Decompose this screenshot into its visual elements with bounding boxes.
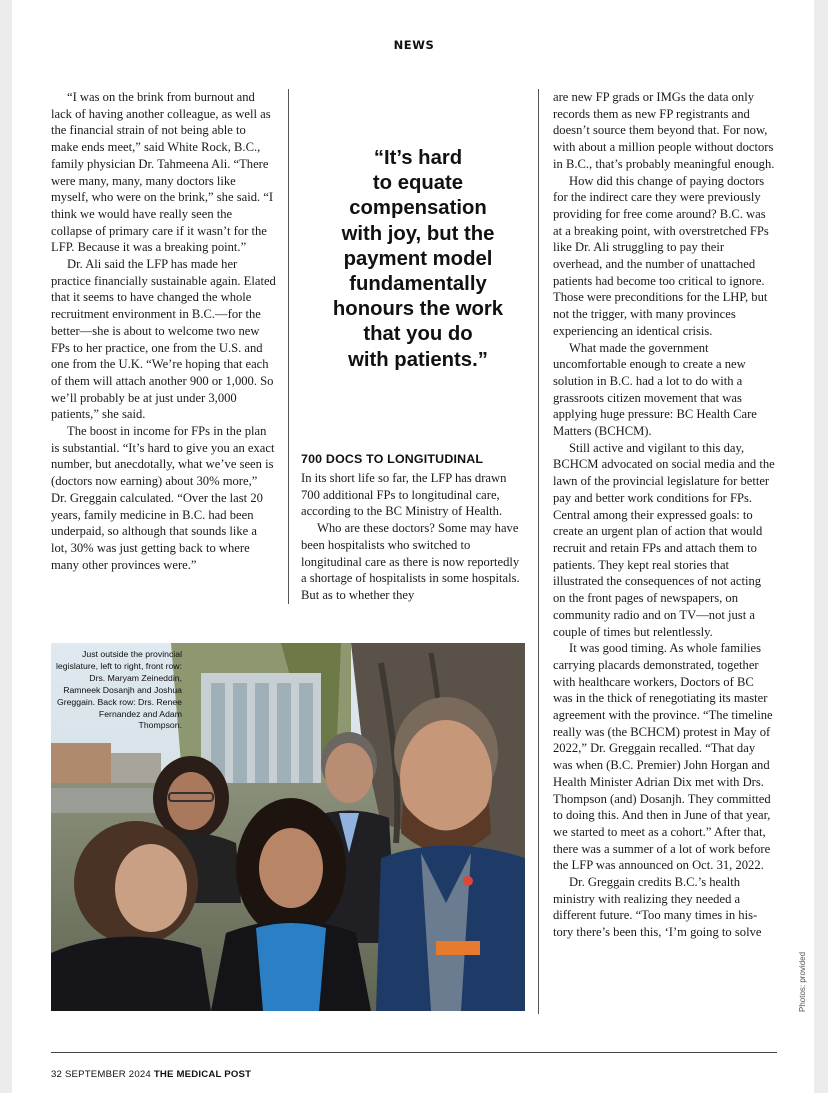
lapel-pin: [463, 876, 473, 886]
section-label: NEWS: [393, 38, 435, 52]
pull-quote-line: fundamentally: [349, 273, 487, 296]
article-column-1: [51, 89, 276, 573]
pull-quote-line: with patients.”: [348, 348, 488, 371]
blue-blouse: [256, 923, 326, 1011]
person-face: [115, 844, 187, 932]
article-column-2: [301, 470, 523, 604]
page-number: 32: [51, 1069, 63, 1080]
page-footer: [51, 1069, 251, 1080]
pull-quote-line: honours the work: [332, 298, 504, 321]
footer-divider: [51, 1052, 777, 1053]
publication-name: THE MEDICAL POST: [153, 1069, 252, 1080]
photo-caption: Just outside the provincial legislature, left to right, front row: Drs. Maryam Zeineddin, Ramneek Dosanjh and Joshua Greggain. Back row: Drs. Renee Fernandez and Adam Thompson.: [55, 649, 182, 731]
pull-quote-line: payment model: [343, 247, 493, 270]
paragraph: Still active and vigilant to this day, BCHCM advocated on social media and the lawn of the provincial legislature for better pay and better work conditions for FPs. Central among their expressed goals: to create an urgent plan of action that would recruit and retain FPs and attach them to patients. They kept real stories that illustrated the consequences of not acting on the front pages of newspapers, on community radio and on TV—not just a couple of times but relentlessly.: [553, 440, 775, 639]
pull-quote-line: with joy, but the: [341, 222, 495, 245]
paragraph: It was good timing. As whole families carrying placards demonstrated, together with healthcare workers, Doctors of BC was in the thick of renegotiating its master agreement with the province. “The timeline really was (the BCHCM) protest in May of 2022,” Dr. Greggain recalled. “That day was when (B.C. Premier) John Horgan and Health Minister Adrian Dix met with Drs. Thompson (and) Dosanjh. They committed to doing this. And then in June of that year, we started to meet as a cohort.” After that, there was a summer of a lot of work before the LFP was announced on Oct. 31, 2022.: [553, 641, 773, 873]
pull-quote: [318, 146, 518, 373]
column-divider: [288, 89, 289, 604]
paragraph: “I was on the brink from burnout and lack of having another colleague, as well as the financial strain of not being able to make ends meet,” said White Rock, B.C., family physician Dr. Tahmeena Ali. “There were many, many, many doctors like myself, who were on the brink,” she said. “I think we would have really seen the collapse of primary care if it wasn’t for the LFP. Because it was a breaking point.”: [51, 90, 274, 255]
pull-quote-line: “It’s hard: [373, 147, 463, 169]
paragraph: What made the government uncomfortable enough to create a new solution in B.C. had a lot to do with a grassroots citizen movement that was applying huge pressure: BC Health Care Matters (BCHCM).: [553, 340, 757, 439]
pull-quote-line: compensation: [349, 197, 487, 220]
issue-date: SEPTEMBER 2024: [64, 1069, 151, 1080]
paragraph: are new FP grads or IMGs the data only records them as new FP registrants and doesn’t source them beyond that. For now, with about a million people without doctors in B.C., that’s probably meaningful enough.: [553, 90, 775, 171]
article-column-3: [553, 89, 775, 941]
paragraph: The boost in income for FPs in the plan is substantial. “It’s hard to give you an exact number, but anecdotally, what we’ve seen is (doctors now earning) about 30% more,” Dr. Greggain calculated. “Over the last 20 years, family medicine in B.C. had been underpaid, so although that sounds like a lot, 30% was just getting back to where many other provinces were.”: [51, 424, 275, 572]
person-clothing: [51, 937, 211, 1011]
person-face: [325, 743, 373, 803]
photo-credit: Photos: provided: [798, 951, 807, 1012]
subhead: 700 DOCS TO LONGITUDINAL: [301, 452, 484, 466]
paragraph: Dr. Ali said the LFP has made her practice financially sustainable again. Elated that it seems to have changed the whole recruitment environment in B.C.—for the better—she is about to welcome two new FPs to her practice, one from the U.S. and one from the U.K. “We’re hoping that each of them will attach another 900 or 1,000. So we’ll probably be at just under 3,000 patients,” she said.: [51, 257, 276, 422]
pocket-square: [436, 941, 480, 955]
house: [111, 753, 161, 788]
paragraph: How did this change of paying doctors for the indirect care they were previously providing for free come around? B.C. was at a breaking point, with overstretched FPs like Dr. Ali struggling to pay their overhead, and the number of unattached patients had become too critical to ignore. Those were preconditions for the LHP, but not the trigger, with many provinces experiencing an identical crisis.: [553, 173, 769, 338]
column-divider: [538, 89, 539, 1014]
house: [51, 743, 111, 788]
pull-quote-line: that you do: [363, 323, 473, 346]
pull-quote-line: to equate: [372, 172, 464, 195]
paragraph: In its short life so far, the LFP has drawn 700 additional FPs to longitudinal care, according to the BC Ministry of Health.: [301, 471, 507, 519]
person-face: [259, 828, 323, 908]
paragraph: Dr. Greggain credits B.C.’s health ministry with realizing they needed a different future. “Too many times in his-tory there’s been this, ‘I’m going to solve: [553, 875, 762, 940]
paragraph: Who are these doctors? Some may have been hospitalists who switched to longitudinal care as there is now reportedly a shortage of hospitalists in some hospitals. But as to whether they: [301, 521, 520, 602]
